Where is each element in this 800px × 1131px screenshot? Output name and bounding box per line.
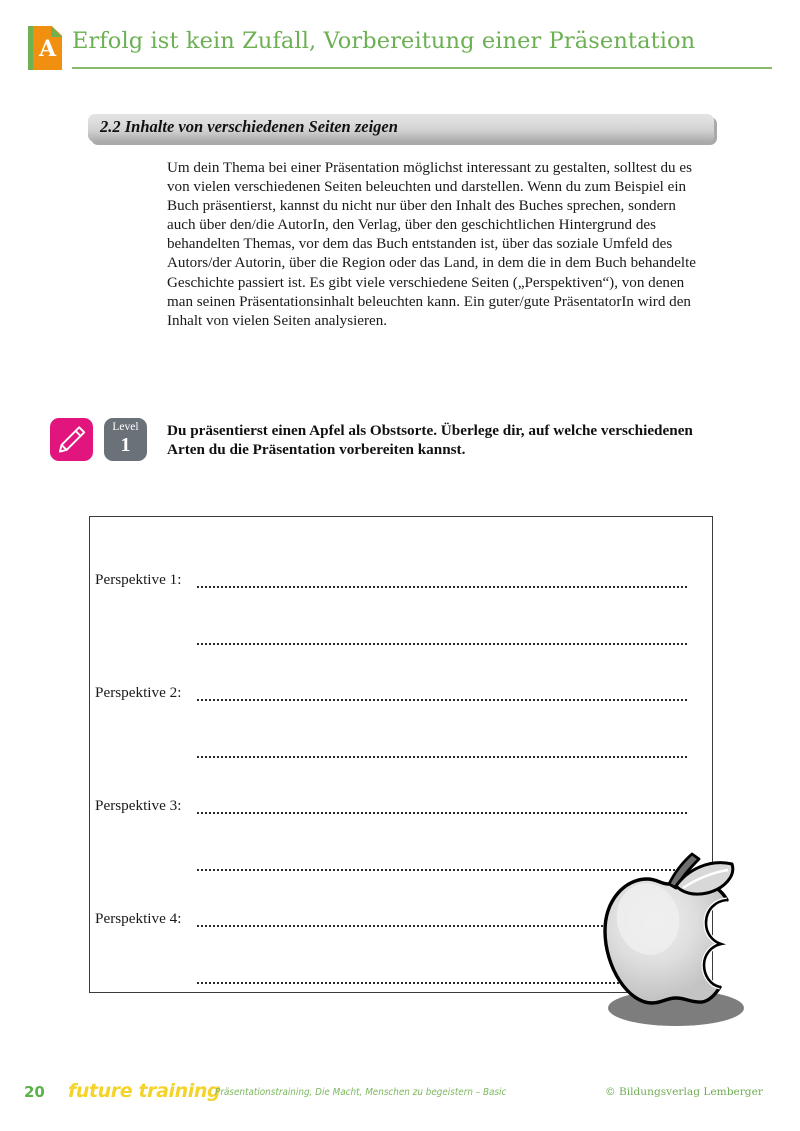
answer-row[interactable] bbox=[90, 910, 712, 932]
header-divider bbox=[72, 67, 772, 69]
chapter-badge-letter: A bbox=[38, 36, 57, 62]
answer-write-line[interactable] bbox=[197, 925, 687, 927]
answer-write-line[interactable] bbox=[197, 699, 687, 701]
answer-row-continuation[interactable] bbox=[90, 854, 712, 876]
answer-row[interactable] bbox=[90, 797, 712, 819]
chapter-badge-icon bbox=[28, 26, 62, 70]
answer-row-continuation[interactable] bbox=[90, 967, 712, 989]
section-heading-bar bbox=[88, 114, 714, 142]
pencil-icon bbox=[50, 418, 93, 461]
answer-write-line[interactable] bbox=[197, 812, 687, 814]
footer-brand-name: future training bbox=[68, 1080, 221, 1102]
level-badge-word: Level bbox=[112, 421, 139, 433]
answer-label: Perspektive 3: bbox=[95, 797, 182, 814]
task-block bbox=[50, 418, 710, 478]
answer-write-line[interactable] bbox=[197, 756, 687, 758]
answer-row-continuation[interactable] bbox=[90, 741, 712, 763]
task-instruction-text: Du präsentierst einen Apfel als Obstsorte. Überlege dir, auf welche verschiedenen Arten du die Präsentation vorbereiten kannst. bbox=[167, 422, 693, 459]
chapter-header bbox=[28, 26, 772, 78]
level-badge-number: 1 bbox=[120, 434, 131, 456]
page-footer bbox=[0, 1079, 800, 1109]
level-badge bbox=[104, 418, 147, 461]
footer-subtitle: Präsentationstraining, Die Macht, Menschen zu begeistern – Basic bbox=[215, 1087, 507, 1098]
answer-row[interactable] bbox=[90, 571, 712, 593]
section-body-text: Um dein Thema bei einer Präsentation möglichst interessant zu gestalten, solltest du es von vielen verschiedenen Seiten beleuchten und darstellen. Wenn du zum Beispiel ein Buch präsentierst, kannst du nicht nur über den Inhalt des Buches sprechen, sondern auch über den/die AutorIn, den Verlag, über den geschichtlichen Hintergrund des behandelten Themas, vor dem das Buch entstanden ist, über das soziale Umfeld des Autors/der Autorin, über die Region oder das Land, in dem die in dem Buch behandelte Geschichte passiert ist. Es gibt viele verschiedene Seiten („Perspektiven“), von denen man seinen Präsentationsinhalt beleuchten kann. Ein guter/gute PräsentatorIn wird den Inhalt von vielen Seiten analysieren. bbox=[167, 160, 696, 329]
answer-write-line[interactable] bbox=[197, 586, 687, 588]
section-heading-label: 2.2 Inhalte von verschiedenen Seiten zeigen bbox=[100, 117, 398, 136]
page-number: 20 bbox=[24, 1083, 45, 1101]
answer-box bbox=[89, 516, 713, 993]
answer-write-line[interactable] bbox=[197, 643, 687, 645]
answer-row-continuation[interactable] bbox=[90, 628, 712, 650]
answer-write-line[interactable] bbox=[197, 869, 687, 871]
answer-row[interactable] bbox=[90, 684, 712, 706]
footer-copyright: © Bildungsverlag Lemberger bbox=[605, 1086, 763, 1098]
answer-write-line[interactable] bbox=[197, 982, 687, 984]
answer-label: Perspektive 1: bbox=[95, 571, 182, 588]
answer-label: Perspektive 4: bbox=[95, 910, 182, 927]
page-title: Erfolg ist kein Zufall, Vorbereitung einer Präsentation bbox=[72, 28, 696, 54]
answer-label: Perspektive 2: bbox=[95, 684, 182, 701]
